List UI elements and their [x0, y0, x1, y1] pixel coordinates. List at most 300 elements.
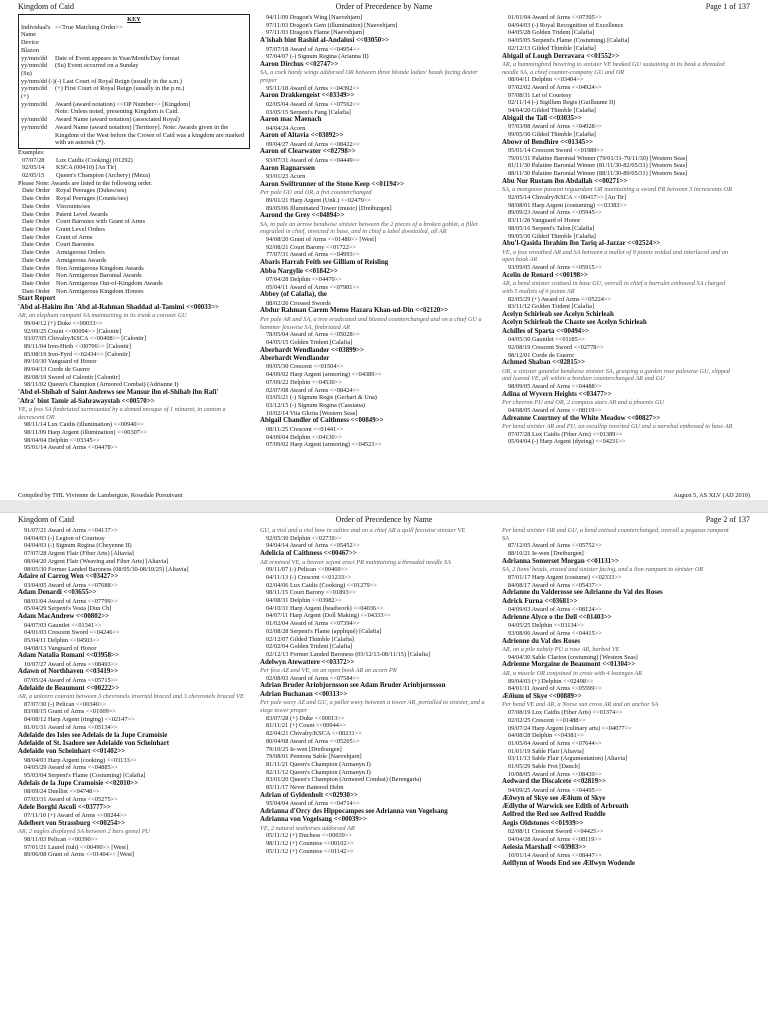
award-line: 81/11/30 Palatine Baronial Winner (81/11/30-82/05/31) [Western Seas]	[508, 162, 688, 170]
key-term: yy/mm/dd	[21, 54, 47, 62]
award-line: 98/11/09 Harp Argent (illumination) <<00307>>	[24, 429, 147, 437]
award-line: 07/11/10 (+) Award of Arms <<08244>>	[24, 812, 127, 820]
person-name: Adelaide von Scheinhart <<01402>>	[18, 748, 126, 756]
award-line: 87/12/05 Award of Arms <<05752>>	[508, 542, 602, 550]
person-name: Adrienne du Val des Roses	[502, 637, 581, 645]
award-line: 88/10/21 Ie-wen [Dreiburgen]	[508, 550, 584, 558]
device-blazon: SA, a cock hardy wings addorsed OR between three blonde ladies' heads facing dexter proper	[260, 69, 478, 85]
award-line: 89/08/19 Sword of Calontir [Calontir]	[24, 373, 120, 381]
person-name: Adelaide de Beaumont <<00222>>	[18, 684, 120, 692]
award-line: 04/05/30 Gauntlet <<01185>>	[508, 336, 585, 344]
key-definition: Court Baronies	[56, 241, 95, 249]
award-line: 03/05/15 Serpent's Fang [Calafia]	[266, 108, 351, 116]
key-term: Date Order	[22, 287, 51, 295]
device-blazon: AR, an elephant rampant SA maintaining in its trunk a coronet GU	[18, 312, 187, 320]
person-name: Aarond the Grey <<04894>>	[260, 212, 345, 220]
award-line: 81/01/31 Award of Arms <<05134>>	[24, 723, 118, 731]
person-name: Aelflynn of Woods End see Ælfwyn Wodende	[502, 859, 635, 867]
key-row	[21, 39, 247, 54]
device-blazon: AR, a muscle OR conjoined in cross with 4 lozenges AR	[502, 669, 643, 677]
key-definition	[55, 39, 247, 54]
key-row	[22, 157, 250, 165]
key-row	[21, 24, 247, 39]
award-line: 04/05/28 Golden Trident [Calafia]	[508, 29, 595, 37]
award-line: 09/05/30 Crescent <<01504>>	[266, 363, 344, 371]
person-name: Aaron Drakkengeist <<03349>>	[260, 92, 355, 100]
key-term: Date Order	[22, 264, 51, 272]
device-blazon: Per fess AZ and VE, on an open book AR an acorn PR	[260, 667, 397, 675]
award-line: 07/09/02 Harp Argent (armoring) <<04523>>	[266, 441, 382, 449]
award-line: 10/02/14 Vita Gloria [Western Seas]	[266, 409, 358, 417]
award-line: 05/11/12 (+) Countess <<01142>>	[266, 847, 354, 855]
key-row	[22, 241, 250, 249]
person-name: Abdur Rahman Carem Memo Hazara Khan-ud-Din <<02120>>	[260, 307, 449, 315]
award-line: 98/04/04 Delphin <<03345>>	[24, 436, 100, 444]
person-name: Abowr of Bendhire <<01345>>	[502, 138, 594, 146]
award-line: 04/08/31 Delphin <<03982>>	[266, 597, 342, 605]
device-blazon: Per pale GU and OR, a fret counterchanged	[260, 189, 372, 197]
award-line: 83/11/12 Golden Trident [Calafia]	[508, 303, 594, 311]
award-line: 94/11/09 Dragon's Wing [Naevehjarn]	[266, 14, 363, 21]
key-definition: Non Armigerous Baronial Awards	[56, 272, 142, 280]
key-definition: Lux Caidis (Cooking) (01292)	[56, 156, 133, 164]
award-line: 07/05/24 Award of Arms <<05715>>	[24, 676, 118, 684]
award-line: 02/02/25 Crescent <<01488>>	[508, 716, 586, 724]
person-name: Adrick Furna <<03681>>	[502, 597, 578, 605]
person-name: Aelesia Marshall <<03983>>	[502, 843, 587, 851]
key-definition: (Su) Event occurred on a Sunday	[55, 62, 139, 70]
award-line: 89/10/30 Vanguard of Honor	[24, 358, 97, 366]
award-line: 99/04/12 (+) Duke <<00033>>	[24, 319, 103, 327]
person-name: Abu'l-Qasida Ibrahim ibn Tariq al-Jazzar <<02524>>	[502, 240, 661, 248]
award-line: 02/12/13 Former Landed Baroness (03/12/13-08/11/15) [Calafia]	[266, 650, 430, 658]
award-line: 94/04/30 Sable Clarion (costuming) [Western Seas]	[508, 653, 638, 661]
award-line: 04/08/05 Award of Arms <<08119>>	[508, 406, 602, 414]
person-name: Adelais de la Jupe Cramoisie <<02010>>	[18, 779, 139, 787]
award-line: 79/01/31 Palatine Baronial Winner (79/01/31-79/11/30) [Western Seas]	[508, 154, 688, 162]
examples-list	[18, 157, 250, 180]
award-line: 03/05/21 (-) Signum Regis (Gerhart & Una)	[266, 394, 377, 402]
award-line: 80/04/08 Award of Arms <<05205>>	[266, 737, 360, 745]
column-3	[502, 14, 734, 492]
person-name: Adrienne Alyce o the Dell <<01403>>	[502, 613, 612, 621]
key-definition: Non Armigerous Kingdom Honors	[56, 287, 144, 295]
device-blazon: SA, 2 lions' heads, erased and sinister facing, and a lion rampant to sinister OR	[502, 566, 704, 574]
award-line: 92/05/30 Delphin <<02739>>	[266, 534, 342, 542]
key-term: Date Order	[22, 279, 51, 287]
award-line: 07/08/19 Lux Caidis (Fiber Arts) <<01374>>	[508, 709, 623, 717]
footer-compiler: Compiled by THL Vivienne de Lamberguie, Rosedale Pursuivant	[18, 492, 183, 499]
key-row	[22, 226, 250, 234]
person-name: Æðium of Skye <<00889>>	[502, 692, 582, 700]
award-line: 08/01/04 Award of Arms <<07799>>	[24, 597, 118, 605]
person-name: Aaron mac Maenach	[260, 116, 322, 124]
key-definition: Royal Peerages (Counts/ses)	[56, 195, 129, 203]
column-3	[502, 527, 734, 1005]
key-rows	[21, 24, 247, 147]
award-line: 04/04/03 (-) Royal Recognition of Excellence	[508, 21, 624, 29]
key-term: yy/mm/dd	[21, 116, 47, 124]
award-line: 08/11/25 Crescent <<01441>>	[266, 425, 344, 433]
key-definition: Armigerous Awards	[56, 256, 107, 264]
key-row	[21, 124, 247, 147]
person-name: Achmed Shaban <<02815>>	[502, 359, 586, 367]
award-line: 04/09/02 Harp Argent (armoring) <<04389>>	[266, 371, 382, 379]
header-kingdom: Kingdom of Caid	[18, 515, 74, 524]
key-term: Date Order	[22, 249, 51, 257]
person-name: Adrian Bruder Arinbjornsson see Adam Bruder Arinbjornsson	[260, 682, 446, 690]
person-name: Adawn of Northhaven <<03419>>	[18, 668, 119, 676]
award-line: 84/01/11 Award of Arms <<05599>>	[508, 685, 602, 693]
award-line: 01/01/19 Sable Flair [Altavia]	[508, 747, 584, 755]
person-name: Abigail Chandler of Caithness <<00849>>	[260, 417, 384, 425]
person-name: Aelfred the Red see Aelfred Ruddle	[502, 811, 606, 819]
award-line: 97/03/08 Award of Arms <<04928>>	[508, 123, 602, 131]
key-definition: Royal Peerages (Dukes/ses)	[56, 187, 127, 195]
person-name: Adreanne Courtney of the White Meadow <<00827>>	[502, 414, 661, 422]
award-line: 98/12/01 Corde de Guerre	[508, 351, 574, 359]
person-name: Start Report	[18, 295, 56, 303]
award-line: 05/04/11 Delphin <<04503>>	[24, 636, 100, 644]
device-blazon: VE, a fess SA fimbriated surmounted by a domed mosque of 1 minaret, in canton a decrescent OR	[18, 405, 226, 421]
award-line: 94/04/20 Gilded Thimble [Calafia]	[508, 107, 596, 115]
award-line: 07/07/28 Argent Flair (Fiber Arts) [Altavia]	[24, 550, 134, 558]
key-term: Date Order	[22, 233, 51, 241]
award-line: 95/04/04 Award of Arms <<04714>>	[266, 800, 360, 808]
award-line: 09/07/24 Harp Argent (culinary arts) <<04077>>	[508, 724, 632, 732]
key-term: Date Order	[22, 187, 51, 195]
key-row	[21, 78, 247, 86]
key-definition: KSCA (00410) [An Tir]	[56, 164, 117, 172]
entries	[18, 295, 250, 452]
key-term: Date Order	[22, 256, 51, 264]
award-line: 04/08/28 Delphin <<04381>>	[508, 732, 584, 740]
device-blazon: Per pale AR and SA, a tree eradicated and blasted counterchanged and on a chief GU a hammer fesswise SA, fimbriated AR	[260, 315, 482, 331]
person-name: Abigail the Tall <<03035>>	[502, 114, 582, 122]
award-line: 89/01/21 Harp Argent (Unk.) <<02479>>	[266, 196, 371, 204]
award-line: 94/04/14 Award of Arms <<05452>>	[266, 542, 360, 550]
key-row	[22, 203, 250, 211]
award-line: 08/04/11 Delphin <<03404>>	[508, 76, 584, 84]
award-line: 85/11/17 Never Battered Helm	[266, 784, 344, 792]
key-row	[22, 195, 250, 203]
award-line: 04/07/11 Harp Argent (Doll Making) <<04333>>	[266, 612, 391, 620]
person-name: Adrianna Somerset Morgan <<01131>>	[502, 557, 619, 565]
key-definition: Viscounts/ses	[56, 202, 91, 210]
award-line: 89/04/03 (+) Delphin <<02498>>	[508, 677, 594, 685]
award-line: 03/12/15 (-) Signum Regina (Cassiana)	[266, 402, 365, 409]
award-line: 88/11/30 Palatine Baronial Winner (88/11/30-89/05/31) [Western Seas]	[508, 170, 688, 178]
award-line: 04/04/03 (-) Signum Regina (Cheyenne II)	[24, 542, 132, 550]
award-line: 07/04/28 Delphin <<04470>>	[266, 275, 342, 283]
key-row	[21, 62, 247, 77]
key-definition: Non Armigerous Out-of-Kingdom Awards	[56, 279, 163, 287]
award-line: 02/07/08 Award of Arms <<08424>>	[266, 386, 360, 394]
award-line: 01/05/29 Sable Fret [Danch]	[508, 763, 580, 771]
award-line: 07/07/28 Lux Caidis (Fiber Arts) <<01389>>	[508, 430, 623, 438]
award-line: 04/11/13 (-) Crescent <<01233>>	[266, 573, 352, 581]
award-line: 02/08/03 Award of Arms <<07584>>	[266, 674, 360, 682]
award-line: 02/05/04 Award of Arms <<07562>>	[266, 100, 360, 108]
device-blazon: VE, 2 natural seahorses addorsed AR	[260, 824, 355, 832]
key-term: 07/07/28	[22, 156, 45, 164]
award-line: 04/09/03 Award of Arms <<08124>>	[508, 606, 602, 614]
award-line: 94/05/25 Delphin <<03134>>	[508, 622, 584, 630]
person-name: Adrianne du Valderosse see Adrianne du Val des Roses	[502, 589, 663, 597]
award-line: 82/11/12 Queen's Champion (Armanyn I)	[266, 768, 371, 776]
award-line: 97/01/21 Laurel (tuh) <<00490>> [West]	[24, 843, 128, 851]
award-line: 77/07/31 Award of Arms <<04993>>	[266, 251, 360, 259]
key-row	[22, 257, 250, 265]
award-line: 03/11/13 Sable Flair (Argumentation) [Altavia]	[508, 755, 628, 763]
award-line: 98/11/03 Pelican <<00390>>	[24, 835, 98, 843]
award-line: 87/01/17 Harp Argent (costume) <<02333>>	[508, 573, 622, 581]
key-definition: Date of Event appears in Year/Month/Day format	[55, 54, 180, 62]
key-row	[22, 172, 250, 180]
person-name: Æðwyn of Skye see Æðium of Skye	[502, 794, 606, 802]
person-name: Adelbert von Strassburg <<00254>>	[18, 819, 126, 827]
award-line: 05/04/29 Serpent's Vesta [Dun Ch]	[24, 605, 112, 613]
document-page-2	[0, 512, 768, 1013]
person-name: A'ishah bint Rashid al-Andalusi <<03050>>	[260, 37, 390, 45]
key-term: Date Order	[22, 202, 51, 210]
award-line: 07/09/22 Delphin <<04530>>	[266, 378, 342, 386]
person-name: Achilles of Sparta <<00494>>	[502, 327, 590, 335]
header-title: Order of Precedence by Name	[335, 515, 433, 524]
award-line: 98/09/05 Award of Arms <<04488>>	[508, 383, 602, 391]
award-line: 09/11/07 (-) Pelican <<00469>>	[266, 566, 348, 574]
device-blazon: AR, a hummingbird hovering to sinister VE beaked GU sustaining in its beak a threaded needle SA, a chief counter-company GU and OR	[502, 60, 725, 76]
award-line: 93/01/23 Acorn	[266, 172, 306, 180]
device-blazon: VE, a fess wreathed AR and SA between a mullet of 9 points voided and interlaced and an open book AR	[502, 248, 729, 264]
award-line: 79/08/01 Pennons Sable [Naevehjarn]	[266, 753, 362, 761]
column-1	[18, 527, 250, 1005]
key-term: yy/mm/dd	[21, 100, 47, 108]
key-row	[22, 164, 250, 172]
device-blazon: SA, a mongoose passant reguardant OR maintaining a sword PR between 3 increscents OR	[502, 186, 732, 194]
key-title: KEY	[127, 16, 141, 23]
award-line: 97/02/02 Award of Arms <<04924>>	[508, 84, 602, 92]
person-name: Adaire of Carrog Wen <<03427>>	[18, 573, 119, 581]
person-name: Adelwyn Atewattere <<03372>>	[260, 658, 355, 666]
award-line: 97/11/03 Dragon's Gem (illumination) [Naevehjarn]	[266, 21, 398, 29]
award-line: 02/04/06 Lux Caidis (Cooking) <<01279>>	[266, 581, 377, 589]
award-line: 02/08/11 Crescent Sword <<04425>>	[508, 828, 604, 836]
award-line: 98/11/12 (+) Countess <<00102>>	[266, 840, 354, 848]
award-line: 10/08/05 Award of Arms <<08439>>	[508, 770, 602, 778]
award-line: 04/05/05 Serpent's Flame (Costuming) [Calafia]	[508, 37, 630, 45]
award-line: 97/04/07 (-) Signum Regina (Arianna II)	[266, 53, 369, 61]
person-name: Aegis Oldstones <<01939>>	[502, 819, 584, 827]
person-name: Adele Borghi Ascoli <<03777>>	[18, 803, 111, 811]
key-term: Date Order	[22, 210, 51, 218]
device-blazon: AR, a bend sinister cottised in base GU, overall in chief a barrulet embowed SA charged with 5 mullets of 6 points AR	[502, 280, 726, 295]
key-row	[22, 280, 250, 288]
person-name: Abu Nur Rustam ibn Abdallah <<00271>>	[502, 177, 628, 185]
award-line: 02/02/04 Golden Trident [Calafia]	[266, 643, 353, 651]
award-line: 02/08/28 Serpent's Flame (appliqué) [Calafia]	[266, 627, 382, 635]
award-line: 89/09/23 Award of Arms <<05945>>	[508, 209, 602, 217]
award-line: 82/05/29 (+) Award of Arms <<05224>>	[508, 295, 612, 303]
person-name: Acelyn Schirleah see Acelyn Schirleah	[502, 310, 614, 318]
device-blazon: Per bend sinister OR and GU, a bend cotised counterchanged, overall a pegasus rampant SA	[502, 527, 729, 542]
award-line: 83/01/20 Queen's Champion (Armored Combat) (Berengaria)	[266, 776, 422, 784]
orders-label: Please Note: Awards are listed in the following order.	[18, 179, 153, 187]
key-row	[21, 108, 247, 116]
award-line: 08/09/24 Duellist <<04748>>	[24, 788, 100, 796]
person-name: 'Abd al-Hakim ibn 'Abd al-Rahman Shaddad al-Tamimi <<00033>>	[18, 303, 219, 311]
key-definition: Non Armigerous Kingdom Awards	[56, 264, 144, 272]
key-row	[22, 249, 250, 257]
key-definition: Patent Level Awards	[56, 210, 108, 218]
award-line: 88/02/26 Crossed Swords	[266, 299, 331, 307]
page-header	[18, 515, 750, 526]
award-line: 10/07/27 Award of Arms <<08493>>	[24, 660, 118, 668]
key-term: 02/05/15	[22, 172, 45, 180]
key-term: yy/mm/dd (+)	[21, 85, 47, 101]
examples-label: Examples:	[18, 148, 45, 156]
person-name: Adina of Wyvern Heights <<03477>>	[502, 390, 612, 398]
person-name: Aberhardt Wendlander <<03899>>	[260, 346, 364, 354]
award-line: 89/11/04 Iren-Hirth <<00706>> [Calontir]	[24, 342, 132, 350]
award-line: 91/07/21 Award of Arms <<04137>>	[24, 527, 118, 534]
key-term: Individual's Name	[21, 23, 51, 39]
device-blazon: Per bend sinister AR and PU, an escallop inverted GU and a narwhal embowed to base AR	[502, 423, 733, 430]
award-line: 84/08/12 Harp Argent (ringing) <<02147>>	[24, 716, 135, 724]
award-line: 10/01/14 Award of Arms <<08447>>	[508, 851, 602, 859]
award-line: 04/04/28 Award of Arms <<08119>>	[508, 835, 602, 843]
award-line: 05/04/04 (-) Harp Argent (dyeing) <<04231>>	[508, 438, 626, 446]
person-name: Adam MacAndrew <<00802>>	[18, 613, 109, 621]
key-definition: Award (award notation) <<OP Number>> [Kingdom]	[55, 100, 191, 108]
award-line: 78/05/04 Award of Arms <<05028>>	[266, 331, 360, 339]
award-line: 01/02/04 Award of Arms <<07394>>	[266, 620, 360, 628]
award-line: 08/05/30 Former Landed Baroness (08/05/30-08/10/25) [Altavia]	[24, 565, 189, 573]
award-line: 04/08/13 Vanguard of Honor	[24, 644, 97, 652]
award-line: 02/12/07 Gilded Thimble [Calafia]	[266, 635, 354, 643]
person-name: Acelin de Renard <<00198>>	[502, 271, 588, 279]
person-name: Aaron Swiftrunner of the Stone Keep <<01194>>	[260, 180, 405, 188]
person-name: Adrianna d'Orcy des Hippocampes see Adrianna von Vogelsang	[260, 807, 448, 815]
award-line: 93/07/31 Award of Arms <<04449>>	[266, 156, 360, 164]
award-line: 01/05/04 Award of Arms <<07644>>	[508, 739, 602, 747]
person-name: Adrian Buchanan <<00313>>	[260, 690, 348, 698]
award-line: 93/08/06 Award of Arms <<04415>>	[508, 629, 602, 637]
award-line: 99/05/30 Gilded Thimble [Calafia]	[508, 130, 596, 138]
person-name: Abbey (of Calafia), the	[260, 291, 327, 299]
award-line: 07/03/31 Award of Arms <<05275>>	[24, 795, 118, 803]
award-line: 02/12/13 Gilded Thimble [Calafia]	[508, 44, 596, 52]
award-line: 04/04/24 Acorn	[266, 124, 306, 132]
award-line: 04/09/04 Delphin <<04130>>	[266, 433, 342, 441]
key-row	[22, 211, 250, 219]
award-line: 04/01/03 Crescent Sword <<04246>>	[24, 629, 120, 637]
key-definition: Grant Level Orders	[56, 225, 105, 233]
award-line: 93/07/05 Chivalry/KSCA <<00408>> [Calontir]	[24, 335, 147, 343]
award-line: 95/01/14 Award of Arms <<04478>>	[24, 444, 118, 452]
award-line: 89/04/13 Corde de Guerre	[24, 366, 90, 374]
award-line: 98/08/01 Harp Argent (costuming) <<03383>>	[508, 201, 627, 209]
header-page-number: Page 1 of 137	[705, 2, 750, 11]
person-name: Adrian of Gyldenholt <<02930>>	[260, 791, 358, 799]
key-term: yy/mm/dd (-)	[21, 77, 55, 85]
person-name: Aaron of Clearwater <<02798>>	[260, 148, 356, 156]
key-term: Device Blazon	[21, 39, 39, 54]
key-term: 92/05/14	[22, 164, 45, 172]
award-line: 95/03/04 Serpent's Flame (Costuming) [Calafia]	[24, 772, 146, 780]
key-definition: Grant of Arms	[56, 233, 93, 241]
award-line: 04/10/31 Harp Argent (beadwork) <<04036>>	[266, 604, 384, 612]
key-term: Date Order	[22, 272, 51, 280]
page-header	[18, 2, 750, 13]
award-line: 92/08/19 Crescent Sword <<02778>>	[508, 343, 604, 351]
person-name: Aberhardt Wendlander	[260, 355, 330, 363]
award-line: 89/06/08 Grant of Arms <<01404>> [West]	[24, 851, 135, 859]
device-blazon: Per chevron PU and OR, 2 compass stars AR and a phoenix GU	[502, 399, 665, 407]
header-kingdom: Kingdom of Caid	[18, 2, 74, 11]
award-line: 97/08/31 Lei of Courtesy	[508, 91, 572, 99]
person-name: Adam Natalia Romani <<03958>>	[18, 652, 119, 660]
award-line: 04/04/03 (-) Legion of Courtesy	[24, 534, 105, 542]
person-name: Abba Nargylie <<01842>>	[260, 267, 338, 275]
person-name: Adrienne Morgaine de Beaumont <<01304>>	[502, 661, 636, 669]
key-term: yy/mm/dd	[21, 123, 47, 131]
key-definition: <<True Matching Order>>	[55, 23, 123, 31]
key-term: Date Order	[22, 195, 51, 203]
header-title: Order of Precedence by Name	[335, 2, 433, 11]
header-page-number: Page 2 of 137	[705, 515, 750, 524]
award-line: 98/11/14 Lux Caidis (illumination) <<00940>>	[24, 421, 144, 429]
device-blazon: OR, a sinister gauntlet bendwise sinister SA, grasping a garden rose palewise GU, slipped and leaved VE, all within a bordure counterchanged AR and GU	[502, 367, 730, 383]
award-line: 01/01/04 Award of Arms <<07395>>	[508, 14, 602, 21]
person-name: Adelicia of Caithness <<00467>>	[260, 550, 357, 558]
award-line: 93/09/05 Award of Arms <<05915>>	[508, 264, 602, 272]
person-name: Abaris Harrah Feith see Gilliam of Reisling	[260, 259, 389, 267]
device-blazon: AR, 2 eagles displayed SA between 2 bars gemel PU	[18, 828, 151, 836]
device-blazon: AR, on a pile nebuly PU a rose AR, barbed VE	[502, 646, 620, 654]
key-term: yy/mm/dd (Su)	[21, 62, 47, 77]
award-line: 83/08/15 Grant of Arms <<01009>>	[24, 708, 116, 716]
award-line: 89/05/06 Illuminated Tower (music) [Dreiburgen]	[266, 204, 392, 212]
key-definition: Award Name (award notation) (associated Royal)	[55, 116, 180, 124]
key-row	[22, 288, 250, 296]
key-definition: Award Name (award notation) [Territory]. Note: Awards given in the Kingdom of the West before the Crown of Caid was a kingdom are marked with an asterisk (*).	[55, 123, 245, 147]
person-name: Aedward the Discalcete <<02819>>	[502, 778, 606, 786]
person-name: Aaron Dirchus <<02747>>	[260, 60, 339, 68]
key-definition: Court Baronies with Grant of Arms	[56, 218, 146, 226]
device-blazon: Per bend VE and AR, a Norse sun cross AR and an anchor SA	[502, 701, 659, 709]
award-line: 04/07/03 Gauntlet <<01341>>	[24, 621, 102, 629]
person-name: Acelyn Schirleah the Chaste see Acelyn Schirleah	[502, 319, 647, 327]
award-line: 04/05/29 Award of Arms <<04885>>	[24, 764, 118, 772]
key-row	[22, 265, 250, 273]
key-term: Date Order	[22, 225, 51, 233]
award-line: 02/11/14 (-) Sigillum Regis (Guillaume II)	[508, 99, 616, 107]
award-line: 83/07/28 (+) Duke <<00013>>	[266, 714, 345, 722]
key-row	[21, 101, 247, 109]
award-line: 95/01/14 Crescent Sword <<01989>>	[508, 147, 604, 155]
person-name: Adam Denardi <<03655>>	[18, 589, 97, 597]
award-line: 98/04/03 Harp Argent (cooking) <<03133>>	[24, 756, 137, 764]
award-line: 87/07/30 (-) Pelican <<00340>>	[24, 700, 106, 708]
key-definition: Queen's Champion (Archery) (Meza)	[56, 172, 150, 180]
award-line: 83/11/28 Vanguard of Honor	[508, 217, 581, 225]
key-term: Date Order	[22, 241, 51, 249]
column-1	[18, 14, 250, 492]
key-row	[22, 234, 250, 242]
person-name: Aaron Ragnarssen	[260, 164, 315, 172]
award-line: 92/05/14 Chivalry/KSCA <<00417>> [An Tir]	[508, 193, 627, 201]
